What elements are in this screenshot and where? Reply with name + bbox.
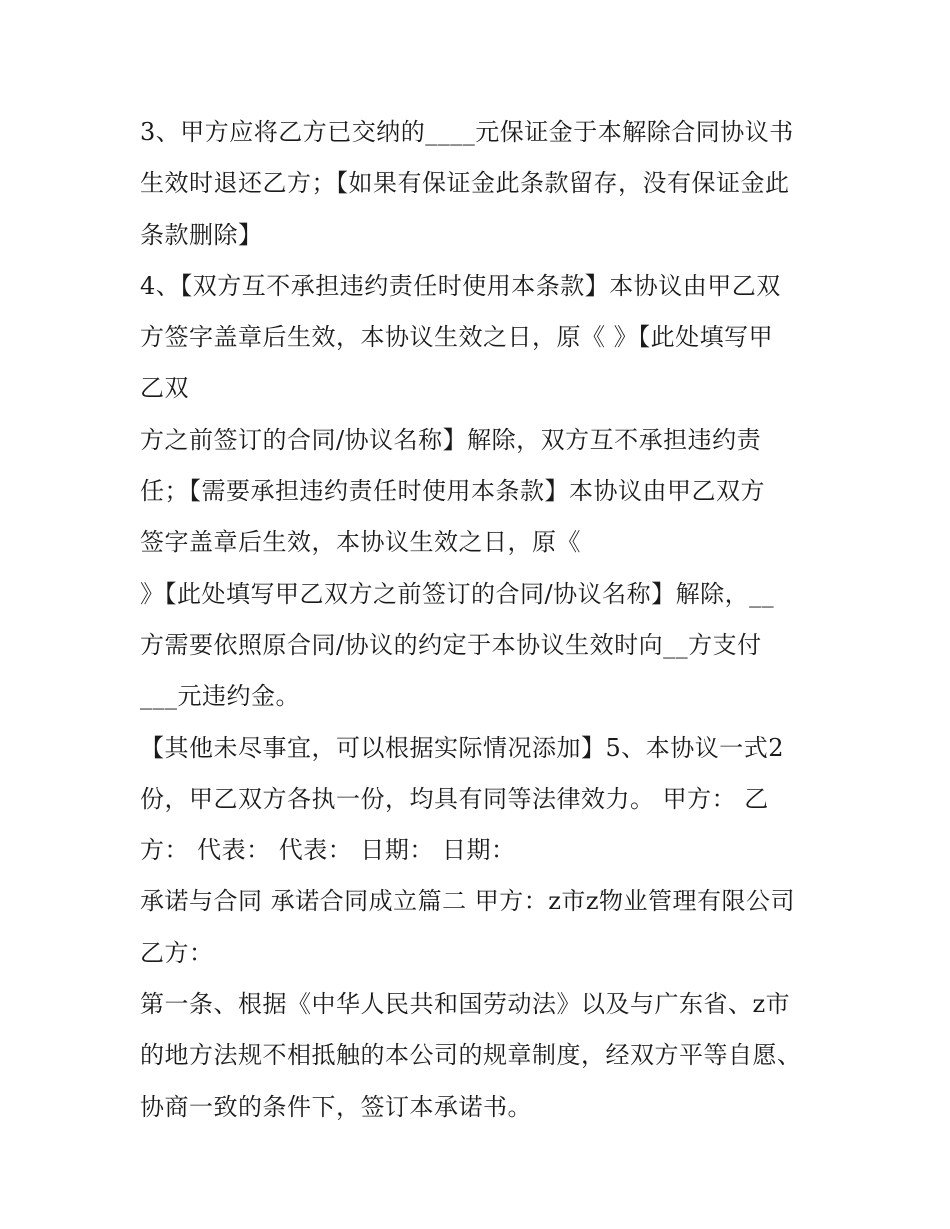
text-line: 承诺与合同 承诺合同成立篇二 甲方：z市z物业管理有限公司 — [140, 887, 796, 916]
document-body — [140, 107, 830, 1133]
text-line: 方需要依照原合同/协议的约定于本协议生效时向__方支付 — [140, 630, 762, 659]
text-line: 协商一致的条件下，签订本承诺书。 — [140, 1092, 532, 1121]
text-line: 第一条、根据《中华人民共和国劳动法》以及与广东省、z市 — [140, 990, 791, 1019]
text-line: 方之前签订的合同/协议名称】解除，双方互不承担违约责 — [140, 425, 762, 454]
text-line: 生效时退还乙方；【如果有保证金此条款留存，没有保证金此 — [140, 169, 790, 198]
text-line: 任；【需要承担违约责任时使用本条款】本协议由甲乙双方 — [140, 477, 765, 506]
text-line: 4、【双方互不承担违约责任时使用本条款】本协议由甲乙双 — [140, 271, 781, 300]
text-line: 3、甲方应将乙方已交纳的____元保证金于本解除合同协议书 — [140, 118, 794, 146]
text-line: 方： 代表： 代表： 日期： 日期： — [140, 836, 516, 865]
text-line: 条款删除】 — [140, 220, 263, 249]
text-line: 的地方法规不相抵触的本公司的规章制度，经双方平等自愿、 — [140, 1041, 802, 1070]
text-line: 方签字盖章后生效，本协议生效之日，原《 》【此处填写甲 — [140, 323, 774, 352]
text-line: ___元违约金。 — [140, 682, 300, 711]
text-line: 乙双 — [140, 374, 189, 403]
text-line: 签字盖章后生效，本协议生效之日，原《 — [140, 528, 581, 557]
text-line: 份，甲乙双方各执一份，均具有同等法律效力。 甲方： 乙 — [140, 784, 769, 813]
text-line: 【其他未尽事宜，可以根据实际情况添加】5、本协议一式2 — [140, 733, 785, 762]
text-line: 乙方： — [140, 938, 214, 967]
text-line: 》【此处填写甲乙双方之前签订的合同/协议名称】解除，__ — [140, 579, 775, 608]
